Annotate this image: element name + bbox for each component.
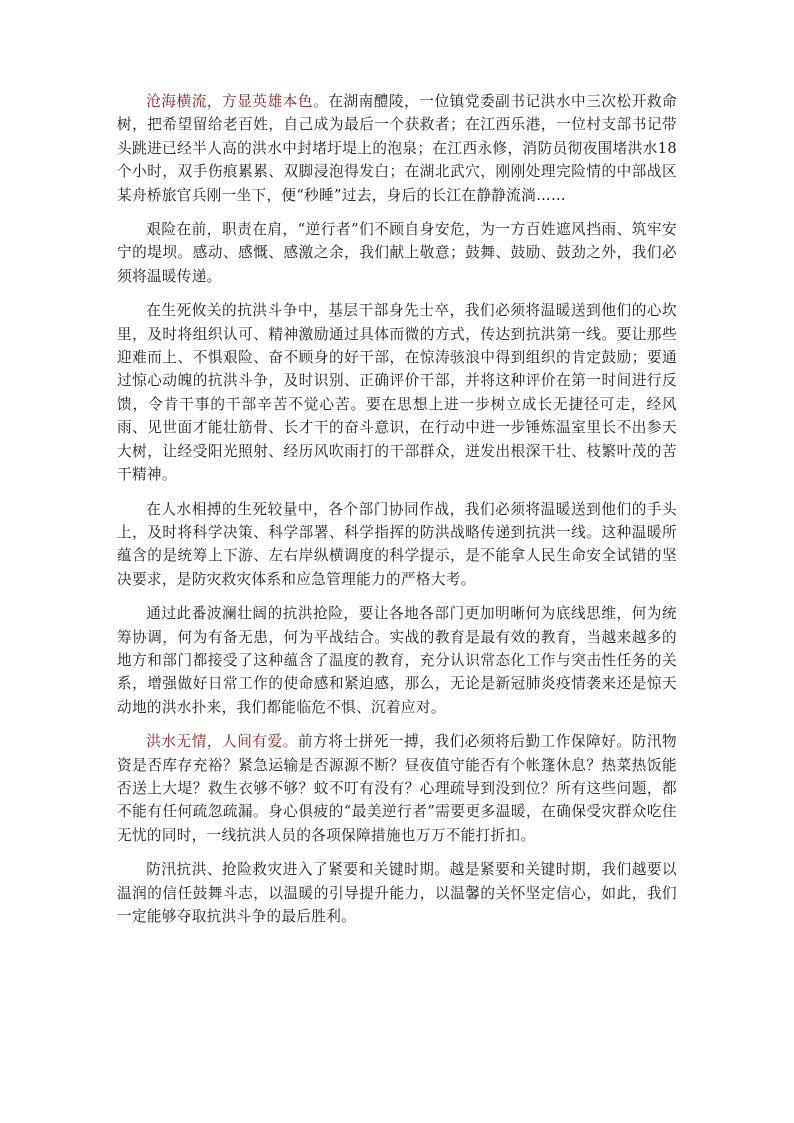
article-body [117, 90, 677, 939]
paragraph-6 [117, 730, 677, 847]
paragraph-5-text: 通过此番波澜壮阔的抗洪抢险，要让各地各部门更加明晰何为底线思维，何为统筹协调，何为有备无患，何为平战结合。实战的教育是最有效的教育，当越来越多的地方和部门都接受了这种蕴含了温度的教育，充分认识常态化工作与突击性任务的关系，增强做好日常工作的使命感和紧迫感，那么，无论是新冠肺炎疫情袭来还是惊天动地的洪水扑来，我们都能临危不惧、沉着应对。 [117, 605, 677, 716]
paragraph-3 [117, 299, 677, 486]
paragraph-1-text: 在湖南醴陵，一位镇党委副书记洪水中三次松开救命树，把希望留给老百姓，自己成为最后一个获救者；在江西乐港，一位村支部书记带头跳进已经半人高的洪水中封堵圩堤上的泡泉；在江西永修，消防员彻夜围堵洪水18个小时，双手伤痕累累、双脚浸泡得发白；在湖北武穴，刚刚处理完险情的中部战区某舟桥旅官兵刚一坐下，便“秒睡”过去，身后的长江在静静流淌…… [117, 93, 677, 204]
paragraph-5 [117, 602, 677, 719]
paragraph-2 [117, 218, 677, 288]
paragraph-2-text: 艰险在前，职责在肩，“逆行者”们不顾自身安危，为一方百姓遮风挡雨、筑牢安宁的堤坝。感动、感慨、感激之余，我们献上敬意；鼓舞、鼓励、鼓劲之外，我们必须将温暖传递。 [117, 221, 677, 285]
paragraph-4 [117, 498, 677, 592]
paragraph-4-text: 在人水相搏的生死较量中，各个部门协同作战，我们必须将温暖送到他们的手头上，及时将科学决策、科学部署、科学指挥的防洪战略传递到抗洪一线。这种温暖所蕴含的是统筹上下游、左右岸纵横调度的科学提示，是不能拿人民生命安全试错的坚决要求，是防灾救灾体系和应急管理能力的严格大考。 [117, 500, 677, 588]
paragraph-1-lead: 沧海横流，方显英雄本色。 [146, 93, 329, 110]
paragraph-7-text: 防汛抗洪、抢险救灾进入了紧要和关键时期。越是紧要和关键时期，我们越要以温润的信任鼓舞斗志，以温暖的引导提升能力，以温馨的关怀坚定信心，如此，我们一定能够夺取抗洪斗争的最后胜利。 [117, 861, 677, 925]
paragraph-6-text: 前方将士拼死一搏，我们必须将后勤工作保障好。防汛物资是否库存充裕？紧急运输是否源源不断？昼夜值守能否有个帐篷休息？热菜热饭能否送上大堤？救生衣够不够？蚊不叮有没有？心理疏导到没到位？所有这些问题，都不能有任何疏忽疏漏。身心俱疲的“最美逆行者”需要更多温暖，在确保受灾群众吃住无忧的同时，一线抗洪人员的各项保障措施也万万不能打折扣。 [117, 733, 677, 844]
paragraph-1 [117, 90, 677, 207]
paragraph-7 [117, 858, 677, 928]
paragraph-3-text: 在生死攸关的抗洪斗争中，基层干部身先士卒，我们必须将温暖送到他们的心坎里，及时将组织认可、精神激励通过具体而微的方式，传达到抗洪第一线。要让那些迎难而上、不惧艰险、奋不顾身的好干部，在惊涛骇浪中得到组织的肯定鼓励；要通过惊心动魄的抗洪斗争，及时识别、正确评价干部，并将这种评价在第一时间进行反馈，令肯干事的干部辛苦不觉心苦。要在思想上进一步树立成长无捷径可走，经风雨、见世面才能壮筋骨、长才干的奋斗意识，在行动中进一步锤炼温室里长不出参天大树，让经受阳光照射、经历风吹雨打的干部群众，迸发出根深干壮、枝繁叶茂的苦干精神。 [117, 302, 677, 484]
paragraph-6-lead: 洪水无情，人间有爱。 [146, 733, 298, 751]
